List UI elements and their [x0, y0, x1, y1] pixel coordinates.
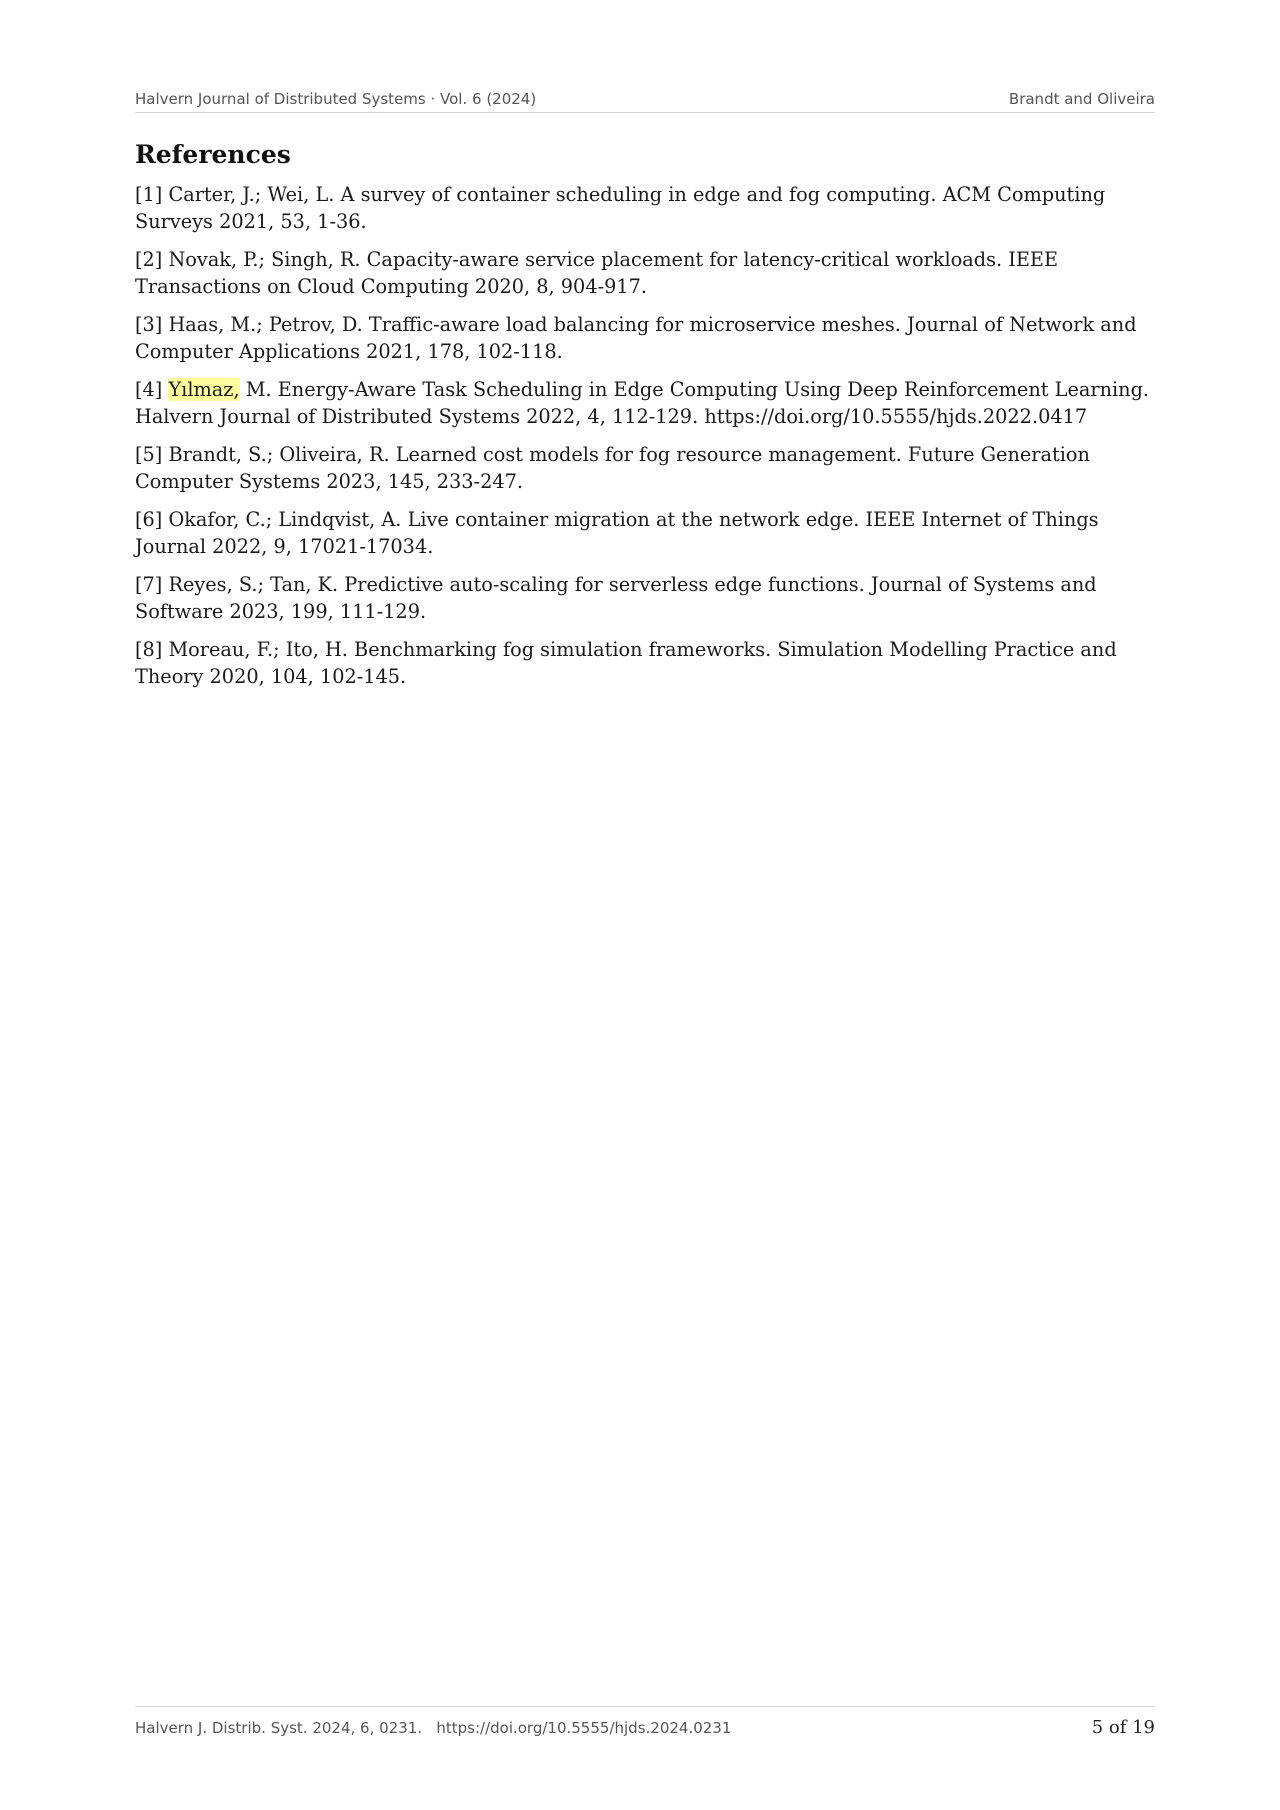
- reference-item-1: [1] Carter, J.; Wei, L. A survey of container scheduling in edge and fog computing. ACM Computing Surveys 2021, 53, 1-36.: [135, 183, 1106, 233]
- reference-item-4: [135, 376, 1155, 430]
- reference-item-8: [8] Moreau, F.; Ito, H. Benchmarking fog simulation frameworks. Simulation Modelling Practice and Theory 2020, 104, 102-145.: [135, 638, 1117, 688]
- footer-citation: Halvern J. Distrib. Syst. 2024, 6, 0231. https://doi.org/10.5555/hjds.2024.0231: [135, 1719, 732, 1737]
- header-journal-title: Halvern Journal of Distributed Systems · Vol. 6 (2024): [135, 90, 537, 108]
- reference-4-rest: M. Energy-Aware Task Scheduling in Edge Computing Using Deep Reinforcement Learning. Halvern Journal of Distributed Systems 2022, 4, 112-129. https://doi.org/10.5555/hjds.2022.0417: [135, 378, 1150, 428]
- reference-item-6: [6] Okafor, C.; Lindqvist, A. Live container migration at the network edge. IEEE Internet of Things Journal 2022, 9, 17021-17034.: [135, 508, 1099, 558]
- header-authors: Brandt and Oliveira: [1008, 90, 1155, 108]
- reference-item-2: [2] Novak, P.; Singh, R. Capacity-aware service placement for latency-critical workloads. IEEE Transactions on Cloud Computing 2020, 8, 904-917.: [135, 248, 1059, 298]
- running-header: [135, 88, 1155, 113]
- reference-item-7: [7] Reyes, S.; Tan, K. Predictive auto-scaling for serverless edge functions. Journal of Systems and Software 2023, 199, 111-129.: [135, 573, 1097, 623]
- running-footer: [135, 1706, 1155, 1738]
- reference-item-5: [5] Brandt, S.; Oliveira, R. Learned cost models for fog resource management. Future Generation Computer Systems 2023, 145, 233-247.: [135, 443, 1090, 493]
- reference-item-3: [3] Haas, M.; Petrov, D. Traffic-aware load balancing for microservice meshes. Journal of Network and Computer Applications 2021, 178, 102-118.: [135, 313, 1137, 363]
- reference-4-prefix: [4]: [135, 378, 169, 401]
- references-heading: References: [135, 140, 291, 169]
- references-list: [135, 181, 1155, 701]
- highlighted-author[interactable]: Yılmaz,: [168, 378, 240, 401]
- page-number: 5 of 19: [1091, 1717, 1155, 1738]
